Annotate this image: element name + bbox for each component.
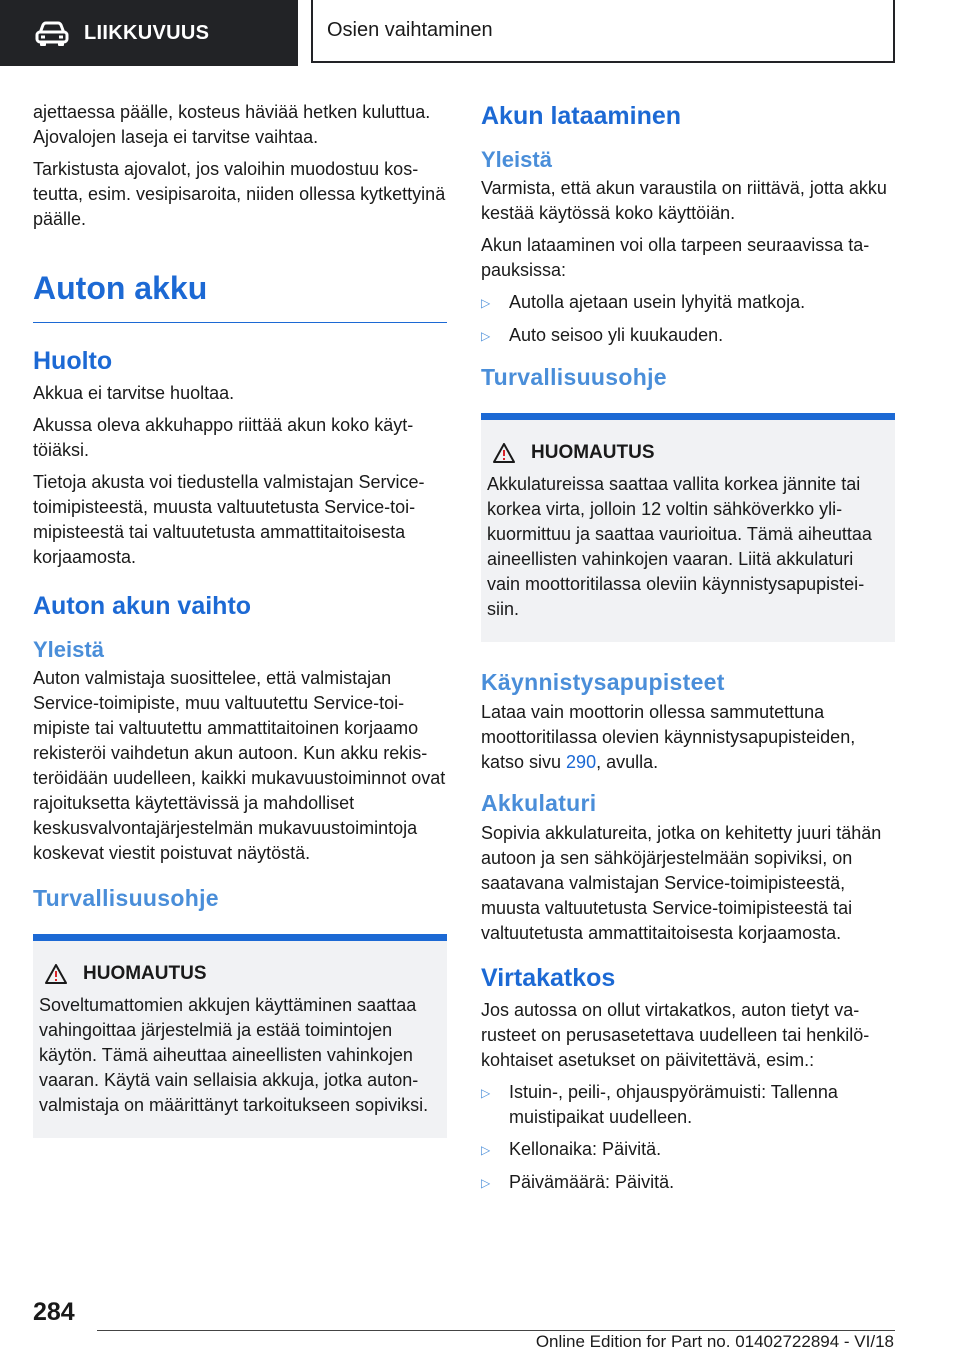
warning-text: Akkulatureissa saattaa vallita korkea jännite tai korkea virta, jolloin 12 voltin sähköverkko ylikuormittuu ja saattaa vaurioitua. Tämä aiheuttaa aineellisten vahinkojen vaaran. Liitä akkulaturi vain moottoritilassa oleviin käynnistysapupisteisiin. (487, 474, 872, 619)
heading-huolto: Huolto (33, 347, 113, 375)
warning-box (481, 413, 895, 642)
bullet-triangle-icon: ▷ (481, 1086, 491, 1100)
body-paragraph: Akkua ei tarvitse huoltaa. (33, 383, 235, 403)
body-paragraph: Tietoja akusta voi tiedustella valmistajan Service-toimipisteestä, muusta valtuutetusta Service-toimipisteestä tai valtuutetusta ammattitaitoisesta korjaamosta. (33, 472, 425, 567)
body-paragraph: Sopivia akkulatureita, jotka on kehitetty juuri tähän autoon ja sen sähköjärjestelmään sopiviksi, on saatavana valmistajan Service-toimipisteestä, muusta valtuutetusta Service-toimipisteestä tai valtuutetusta ammattitaitoisesta korjaamosta. (481, 823, 882, 943)
body-text: Lataa vain moottorin ollessa sammutettuna moottoritilassa olevien käynnistysapupisteiden, katso sivu (481, 702, 856, 772)
heading-charger: Akkulaturi (481, 790, 597, 816)
subheading-general: Yleistä (481, 147, 552, 172)
body-paragraph: Auton valmistaja suosittelee, että valmistajan Service-toimipiste, muu valtuutettu Service-toimipiste tai valtuutettu ammattitaitoinen korjaamo rekisteröi vaihdetun akun autoon. Kun akku rekisteröidään uudelleen, kaikki mukavuustoiminnot ovat rajoituksetta käytettävissä ja mahdolliset keskusvalvontajärjestelmän mukavuustoimintoja koskevat viestit poistuvat näytöstä. (33, 668, 446, 863)
body-paragraph: Jos autossa on ollut virtakatkos, auton tietyt varusteet on perusasetettava uudelleen tai henkilökohtaiset asetukset on päivitettävä, esim.: (481, 1000, 870, 1070)
footer-divider (97, 1330, 895, 1331)
right-column (481, 100, 895, 1203)
warning-triangle-icon (493, 443, 515, 463)
chapter-title: Osien vaihtaminen (327, 19, 493, 41)
bullet-list (481, 290, 895, 349)
list-item-text: Päivämäärä: Päivitä. (509, 1172, 675, 1192)
heading-safety: Turvallisuusohje (481, 364, 667, 390)
intro-paragraph: Tarkistusta ajovalot, jos valoihin muodostuu kosteutta, esim. vesipisaroita, niiden ollessa kytkettyinä päälle. (33, 159, 446, 229)
body-paragraph (481, 700, 895, 775)
body-text: , avulla. (596, 752, 659, 772)
warning-label: HUOMAUTUS (83, 963, 207, 984)
list-item-text: Auto seisoo yli kuukauden. (509, 325, 724, 345)
list-item (481, 323, 895, 349)
list-item (481, 1170, 895, 1196)
heading-jump-start-points: Käynnistysapupisteet (481, 669, 725, 695)
list-item-text: Istuin-, peili-, ohjauspyörämuisti: Tallenna muistipaikat uudelleen. (509, 1082, 838, 1127)
bullet-list (481, 1080, 895, 1196)
warning-box (33, 934, 447, 1138)
warning-title (487, 442, 889, 464)
list-item (481, 1137, 895, 1163)
bullet-triangle-icon: ▷ (481, 329, 491, 343)
bullet-triangle-icon: ▷ (481, 1143, 491, 1157)
bullet-triangle-icon: ▷ (481, 296, 491, 310)
section-tab (0, 0, 298, 66)
intro-paragraph: ajettaessa päälle, kosteus häviää hetken kuluttua. Ajovalojen laseja ei tarvitse vaihtaa. (33, 102, 431, 147)
page-link[interactable]: 290 (566, 752, 597, 772)
subheading-general: Yleistä (33, 637, 104, 662)
warning-title (39, 963, 441, 985)
heading-battery-replacement: Auton akun vaihto (33, 592, 252, 620)
heading-power-outage: Virtakatkos (481, 964, 616, 992)
warning-text: Soveltumattomien akkujen käyttäminen saattaa vahingoittaa järjestelmiä ja estää toimintojen käytön. Tämä aiheuttaa aineellisten vahinkojen vaaran. Käytä vain sellaisia akkuja, jotka autonvalmistaja on määrittänyt tarkoitukseen sopiviksi. (39, 995, 429, 1115)
edition-note: Online Edition for Part no. 01402722894 - VI/18 (535, 1332, 894, 1351)
warning-triangle-icon (45, 964, 67, 984)
warning-label: HUOMAUTUS (531, 442, 655, 463)
section-title: LIIKKUVUUS (84, 21, 210, 44)
list-item-text: Autolla ajetaan usein lyhyitä matkoja. (509, 292, 806, 312)
chapter-heading: Auton akku (33, 270, 208, 306)
left-column (33, 100, 447, 1138)
heading-charging: Akun lataaminen (481, 102, 682, 130)
heading-divider (33, 322, 447, 323)
body-paragraph: Varmista, että akun varaustila on riittävä, jotta akku kestää käytössä koko käyttöiän. (481, 178, 887, 223)
page-number: 284 (33, 1298, 75, 1326)
bullet-triangle-icon: ▷ (481, 1176, 491, 1190)
chapter-header (311, 0, 895, 63)
car-icon (34, 19, 70, 47)
list-item (481, 290, 895, 316)
list-item (481, 1080, 895, 1130)
list-item-text: Kellonaika: Päivitä. (509, 1139, 662, 1159)
body-paragraph: Akun lataaminen voi olla tarpeen seuraavissa tapauksissa: (481, 235, 870, 280)
heading-safety: Turvallisuusohje (33, 885, 219, 911)
body-paragraph: Akussa oleva akkuhappo riittää akun koko käyttöiäksi. (33, 415, 414, 460)
